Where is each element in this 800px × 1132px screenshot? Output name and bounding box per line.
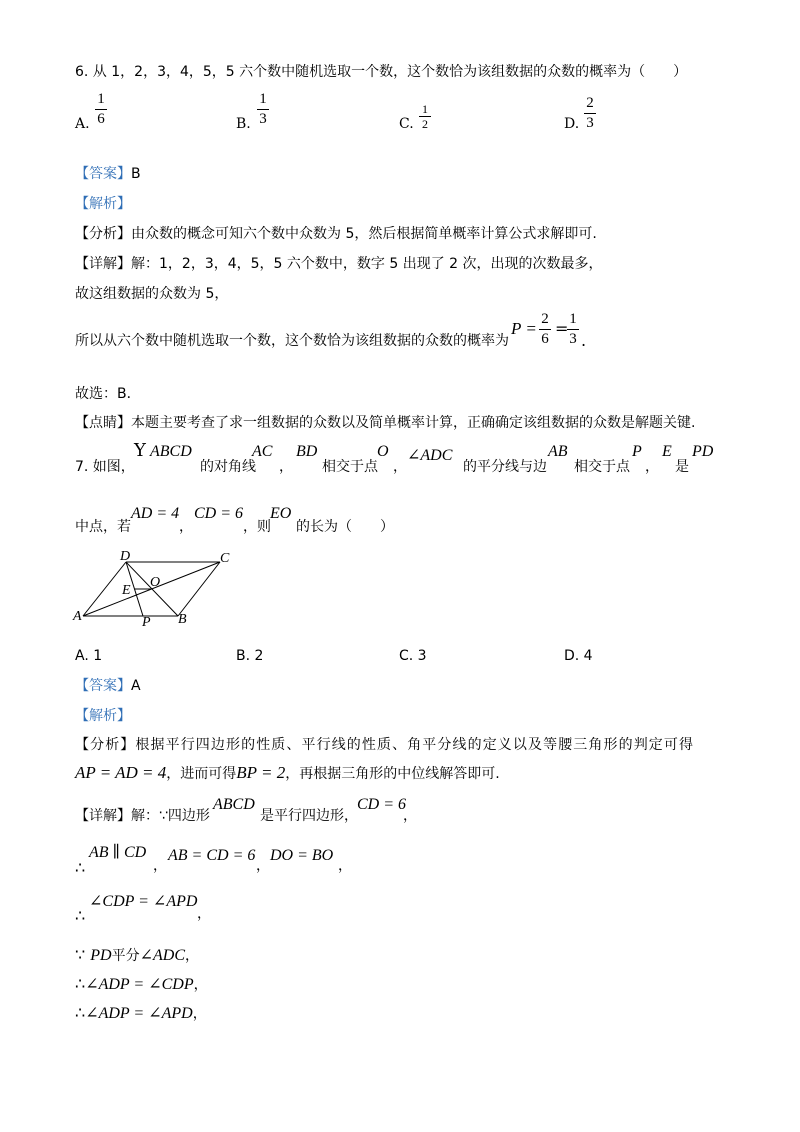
q7-stem-t2: ， <box>279 459 293 475</box>
q6-option-b-label: B. <box>236 116 251 132</box>
q6-p-frac1 <box>539 312 551 347</box>
q7-l2-d: ， <box>256 858 270 874</box>
q7-stem-t7: ， <box>645 459 659 475</box>
q7-stem-t3: 相交于点 <box>322 459 378 475</box>
q6-option-b-num: 1 <box>259 91 267 107</box>
q7-analysis-tag: 【解析】 <box>75 708 131 724</box>
q7-l3-a: ∠CDP = ∠APD <box>89 893 198 910</box>
q7-option-c[interactable]: C. 3 <box>399 648 427 664</box>
q7-l2-a: AB ∥ CD <box>89 844 147 861</box>
q7-stem-e: E <box>662 443 672 460</box>
fig-label-b: B <box>178 612 187 627</box>
q7-xj-abcd: ABCD <box>213 796 255 813</box>
q6-xiangjie-tag: 【详解】 <box>75 256 131 272</box>
q7-stem2-cd: CD = 6 <box>194 505 244 522</box>
q6-option-c-frac <box>419 103 431 130</box>
q7-l4-pre: ∵ <box>75 945 86 964</box>
q7-stem-o: O <box>377 443 389 460</box>
q7-stem2-t4: 的长为（ ） <box>296 519 394 535</box>
q6-answer: B <box>131 166 141 182</box>
q7-xiangjie-1c: ， <box>403 808 417 824</box>
q6-p-n1: 2 <box>541 311 549 327</box>
q7-l2-e: DO = BO <box>270 847 334 864</box>
q6-p-n2: 1 <box>569 311 577 327</box>
q6-stem: 6. 从 1，2，3，4，5，5 六个数中随机选取一个数，这个数恰为该组数据的众数的概率为（ ） <box>75 64 688 80</box>
q6-p-d2: 3 <box>569 331 577 347</box>
q7-fenxi-t1: ，进而可得 <box>166 766 237 782</box>
q7-l4-line <box>75 945 199 965</box>
q7-stem2-ad: AD = 4 <box>131 505 180 522</box>
q7-stem2-t2: ， <box>179 519 193 535</box>
q7-l5-a: ∠ADP = ∠CDP <box>85 976 194 993</box>
q7-l2-f: ， <box>338 858 352 874</box>
q7-xiangjie-tag: 【详解】 <box>75 808 131 824</box>
q6-option-b-frac <box>257 92 269 127</box>
q6-dianjing: 本题主要考查了求一组数据的众数以及简单概率计算，正确确定该组数据的众数是解题关键. <box>131 415 696 431</box>
q6-option-a-label: A. <box>75 116 90 132</box>
q7-l4-d: ， <box>185 948 200 964</box>
q6-fenxi-tag: 【分析】 <box>75 226 131 242</box>
fig-label-o: O <box>150 575 161 590</box>
q6-option-c-num: 1 <box>422 102 428 116</box>
q7-stem-ab: AB <box>548 443 568 460</box>
q6-xiangjie-line <box>75 256 603 273</box>
q6-p-eq: = <box>555 319 569 338</box>
q6-line-3: 所以从六个数中随机选取一个数，这个数恰为该组数据的众数的概率为 <box>75 333 509 349</box>
q7-parallelogram-symbol: Y <box>134 440 146 461</box>
fig-label-d: D <box>120 549 131 564</box>
q6-xiangjie-1: 解：1，2，3，4，5，5 六个数中，数字 5 出现了 2 次，出现的次数最多， <box>131 256 603 272</box>
fig-label-e: E <box>122 583 131 598</box>
q7-xiangjie-1b: 是平行四边形， <box>260 808 358 824</box>
q7-l6-a: ∠ADP = ∠APD <box>85 1005 193 1022</box>
q7-stem-p: P <box>632 443 642 460</box>
q7-l5-b: ， <box>193 977 208 993</box>
q6-option-c-label: C. <box>399 116 414 132</box>
q6-answer-line <box>75 166 141 183</box>
q6-option-a-frac <box>95 92 107 127</box>
q7-stem-t8: 是 <box>675 459 689 475</box>
fig-label-c: C <box>220 551 230 566</box>
q7-stem2-t1: 中点，若 <box>75 519 131 535</box>
q7-stem-t1: 的对角线 <box>200 459 256 475</box>
q6-dianjing-tag: 【点睛】 <box>75 415 131 431</box>
q7-l6-line <box>75 1003 207 1023</box>
q7-option-b[interactable]: B. 2 <box>236 648 264 664</box>
q7-stem-t5: 的平分线与边 <box>463 459 547 475</box>
q7-answer-tag: 【答案】 <box>75 678 131 694</box>
q6-p-d1: 6 <box>541 331 549 347</box>
q6-option-b-den: 3 <box>259 111 267 127</box>
q7-stem-ac: AC <box>252 443 273 460</box>
q6-p-frac2 <box>567 312 579 347</box>
q6-analysis-tag: 【解析】 <box>75 196 131 212</box>
q7-stem2-t3: ，则 <box>243 519 271 535</box>
q7-option-d[interactable]: D. 4 <box>564 648 593 664</box>
q6-option-c-den: 2 <box>422 117 428 131</box>
q7-stem-pd: PD <box>692 443 714 460</box>
q7-fenxi-math-1: AP = AD = 4 <box>75 763 167 782</box>
q7-l5-pre: ∴ <box>75 974 86 993</box>
q6-option-d-frac <box>584 96 596 131</box>
q7-l2-c: AB = CD = 6 <box>168 847 256 864</box>
q7-stem2-eo: EO <box>270 505 292 522</box>
q6-line-4: 故选：B． <box>75 386 141 402</box>
q7-stem-abcd: ABCD <box>150 443 192 460</box>
fig-label-p: P <box>142 615 151 628</box>
q6-dianjing-line <box>75 415 695 432</box>
q7-figure <box>70 548 240 628</box>
q7-l4-b: 平分 <box>111 948 140 964</box>
q7-l4-a: PD <box>90 947 112 964</box>
q7-stem-t6: 相交于点 <box>574 459 630 475</box>
q6-option-a-num: 1 <box>97 91 105 107</box>
q6-fenxi: 由众数的概念可知六个数中众数为 5，然后根据简单概率计算公式求解即可. <box>131 226 597 242</box>
q6-fenxi-line <box>75 226 597 243</box>
q7-answer: A <box>131 678 141 694</box>
q7-fenxi-line <box>75 737 694 754</box>
q6-p-end: . <box>581 331 587 350</box>
q7-l6-b: ， <box>192 1006 207 1022</box>
q7-xj-cd: CD = 6 <box>357 796 407 813</box>
q6-p-lhs: P = <box>511 319 537 338</box>
q7-xiangjie-line <box>75 808 210 825</box>
q6-answer-tag: 【答案】 <box>75 166 131 182</box>
q7-stem-t4: ， <box>393 459 407 475</box>
q7-l4-c: ∠ADC <box>139 947 186 964</box>
q7-answer-line <box>75 678 141 695</box>
q7-l2-b: ， <box>153 858 167 874</box>
q7-l6-pre: ∴ <box>75 1003 86 1022</box>
q7-l2-pre: ∴ <box>75 858 86 877</box>
q7-fenxi-line-2 <box>75 763 500 783</box>
q7-xiangjie-1: 解：∵四边形 <box>131 808 210 824</box>
q6-option-d-num: 2 <box>586 95 594 111</box>
q6-option-a-den: 6 <box>97 111 105 127</box>
q7-fenxi-t2: ，再根据三角形的中位线解答即可. <box>285 766 500 782</box>
q7-stem-angle: ∠ADC <box>407 447 453 464</box>
fig-label-a: A <box>73 609 82 624</box>
q7-fenxi-1: 根据平行四边形的性质、平行线的性质、角平分线的定义以及等腰三角形的判定可得 <box>135 737 695 753</box>
q7-l3-pre: ∴ <box>75 906 86 925</box>
q7-stem-bd: BD <box>296 443 318 460</box>
q6-option-d-label: D. <box>564 116 580 132</box>
q7-stem-number: 7. 如图， <box>75 459 135 475</box>
q6-line-2: 故这组数据的众数为 5， <box>75 286 229 302</box>
q7-l5-line <box>75 974 208 994</box>
q7-fenxi-tag: 【分析】 <box>75 737 136 753</box>
q7-option-a[interactable]: A. 1 <box>75 648 103 664</box>
q6-option-d-den: 3 <box>586 115 594 131</box>
q7-fenxi-math-2: BP = 2 <box>236 763 286 782</box>
q7-l3-b: ， <box>197 906 211 922</box>
